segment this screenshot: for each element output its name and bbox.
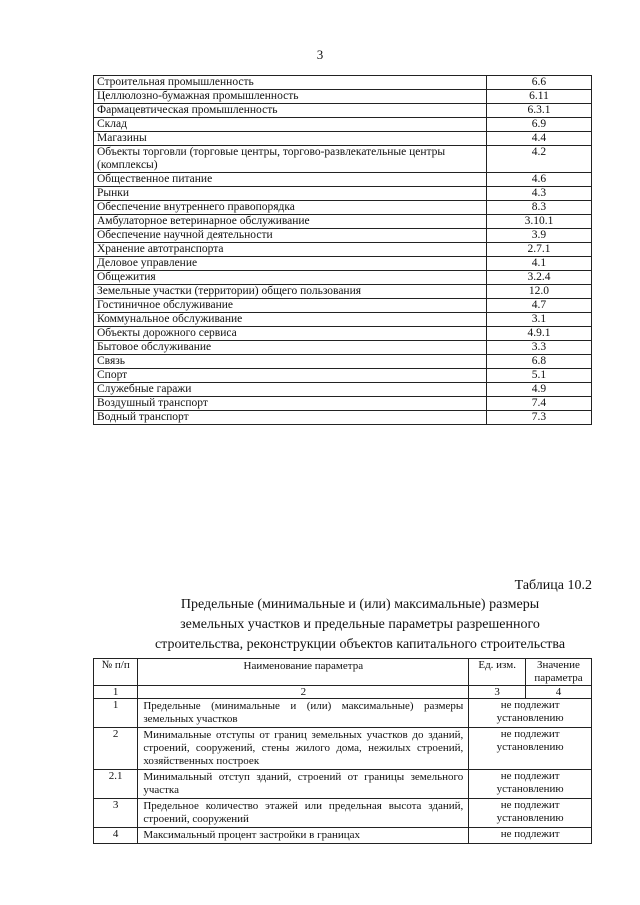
land-use-name: Строительная промышленность — [94, 76, 487, 90]
land-use-name: Воздушный транспорт — [94, 397, 487, 411]
land-use-code: 6.9 — [486, 118, 591, 132]
land-use-name: Хранение автотранспорта — [94, 243, 487, 257]
table-row — [94, 90, 592, 104]
table-row — [94, 104, 592, 118]
table-row — [94, 799, 592, 828]
column-index: 4 — [526, 686, 592, 699]
land-use-name: Общественное питание — [94, 173, 487, 187]
land-use-code: 4.6 — [486, 173, 591, 187]
header-param: Наименование параметра — [138, 659, 469, 686]
land-use-code: 3.9 — [486, 229, 591, 243]
land-use-table — [93, 75, 592, 425]
parameters-table — [93, 658, 592, 844]
table-row — [94, 187, 592, 201]
table-row — [94, 229, 592, 243]
land-use-name: Объекты торговли (торговые центры, торгово-развлекательные центры (комплексы) — [94, 146, 487, 173]
row-number: 1 — [94, 699, 138, 728]
land-use-name: Магазины — [94, 132, 487, 146]
table-row — [94, 285, 592, 299]
table-row — [94, 828, 592, 844]
table-row — [94, 369, 592, 383]
table-title-line: земельных участков и предельные параметры разрешенного — [180, 617, 540, 632]
parameter-value: не подлежит — [469, 828, 592, 844]
land-use-name: Амбулаторное ветеринарное обслуживание — [94, 215, 487, 229]
table-row — [94, 243, 592, 257]
land-use-name: Коммунальное обслуживание — [94, 313, 487, 327]
table-row — [94, 383, 592, 397]
table-row — [94, 132, 592, 146]
table-row — [94, 699, 592, 728]
table-row — [94, 76, 592, 90]
parameter-name: Предельное количество этажей или предельная высота зданий, строений, сооружений — [138, 799, 469, 828]
row-number: 2 — [94, 728, 138, 770]
land-use-code: 4.7 — [486, 299, 591, 313]
land-use-name: Обеспечение научной деятельности — [94, 229, 487, 243]
table-row — [94, 146, 592, 173]
table-header-row — [94, 659, 592, 686]
table-title — [0, 595, 640, 655]
parameter-name: Максимальный процент застройки в границах — [138, 828, 469, 844]
parameter-name: Минимальные отступы от границ земельных участков до зданий, строений, сооружений, стены жилого дома, нежилых строений, хозяйственных построек — [138, 728, 469, 770]
land-use-name: Целлюлозно-бумажная промышленность — [94, 90, 487, 104]
parameter-value: не подлежит установлению — [469, 770, 592, 799]
column-index: 2 — [138, 686, 469, 699]
land-use-name: Связь — [94, 355, 487, 369]
table-title-line: Предельные (минимальные и (или) максимальные) размеры — [180, 597, 540, 612]
land-use-code: 4.3 — [486, 187, 591, 201]
table-row — [94, 299, 592, 313]
land-use-code: 7.4 — [486, 397, 591, 411]
land-use-code: 3.2.4 — [486, 271, 591, 285]
table-row — [94, 118, 592, 132]
page-number: 3 — [316, 47, 324, 62]
table-row — [94, 201, 592, 215]
land-use-code: 2.7.1 — [486, 243, 591, 257]
land-use-code: 4.4 — [486, 132, 591, 146]
table-row — [94, 355, 592, 369]
parameter-value: не подлежит установлению — [469, 699, 592, 728]
table-row — [94, 728, 592, 770]
land-use-name: Склад — [94, 118, 487, 132]
row-number: 2.1 — [94, 770, 138, 799]
land-use-name: Обеспечение внутреннего правопорядка — [94, 201, 487, 215]
header-unit: Ед. изм. — [469, 659, 526, 686]
land-use-code: 3.1 — [486, 313, 591, 327]
table-row — [94, 271, 592, 285]
table-title-line: строительства, реконструкции объектов капитального строительства — [154, 637, 566, 652]
land-use-name: Земельные участки (территории) общего пользования — [94, 285, 487, 299]
parameter-value: не подлежит установлению — [469, 799, 592, 828]
table-row — [94, 411, 592, 425]
table-row — [94, 215, 592, 229]
land-use-code: 12.0 — [486, 285, 591, 299]
land-use-name: Объекты дорожного сервиса — [94, 327, 487, 341]
column-index-row — [94, 686, 592, 699]
parameter-value: не подлежит установлению — [469, 728, 592, 770]
land-use-name: Деловое управление — [94, 257, 487, 271]
land-use-code: 6.11 — [486, 90, 591, 104]
land-use-code: 4.9 — [486, 383, 591, 397]
land-use-code: 4.2 — [486, 146, 591, 173]
table-row — [94, 257, 592, 271]
table-row — [94, 327, 592, 341]
land-use-code: 6.3.1 — [486, 104, 591, 118]
parameter-name: Предельные (минимальные и (или) максимальные) размеры земельных участков — [138, 699, 469, 728]
land-use-code: 6.8 — [486, 355, 591, 369]
land-use-name: Гостиничное обслуживание — [94, 299, 487, 313]
table-row — [94, 397, 592, 411]
row-number: 4 — [94, 828, 138, 844]
land-use-name: Бытовое обслуживание — [94, 341, 487, 355]
parameter-name: Минимальный отступ зданий, строений от границы земельного участка — [138, 770, 469, 799]
table-number: Таблица 10.2 — [514, 578, 592, 593]
land-use-code: 3.3 — [486, 341, 591, 355]
table-row — [94, 313, 592, 327]
land-use-name: Служебные гаражи — [94, 383, 487, 397]
table-row — [94, 770, 592, 799]
header-no: № п/п — [94, 659, 138, 686]
land-use-name: Рынки — [94, 187, 487, 201]
column-index: 3 — [469, 686, 526, 699]
land-use-name: Общежития — [94, 271, 487, 285]
header-value: Значение параметра — [526, 659, 592, 686]
land-use-name: Водный транспорт — [94, 411, 487, 425]
land-use-code: 8.3 — [486, 201, 591, 215]
table-row — [94, 173, 592, 187]
land-use-code: 4.1 — [486, 257, 591, 271]
land-use-name: Фармацевтическая промышленность — [94, 104, 487, 118]
land-use-code: 4.9.1 — [486, 327, 591, 341]
land-use-code: 7.3 — [486, 411, 591, 425]
column-index: 1 — [94, 686, 138, 699]
land-use-code: 5.1 — [486, 369, 591, 383]
land-use-name: Спорт — [94, 369, 487, 383]
land-use-code: 3.10.1 — [486, 215, 591, 229]
table-row — [94, 341, 592, 355]
row-number: 3 — [94, 799, 138, 828]
land-use-code: 6.6 — [486, 76, 591, 90]
